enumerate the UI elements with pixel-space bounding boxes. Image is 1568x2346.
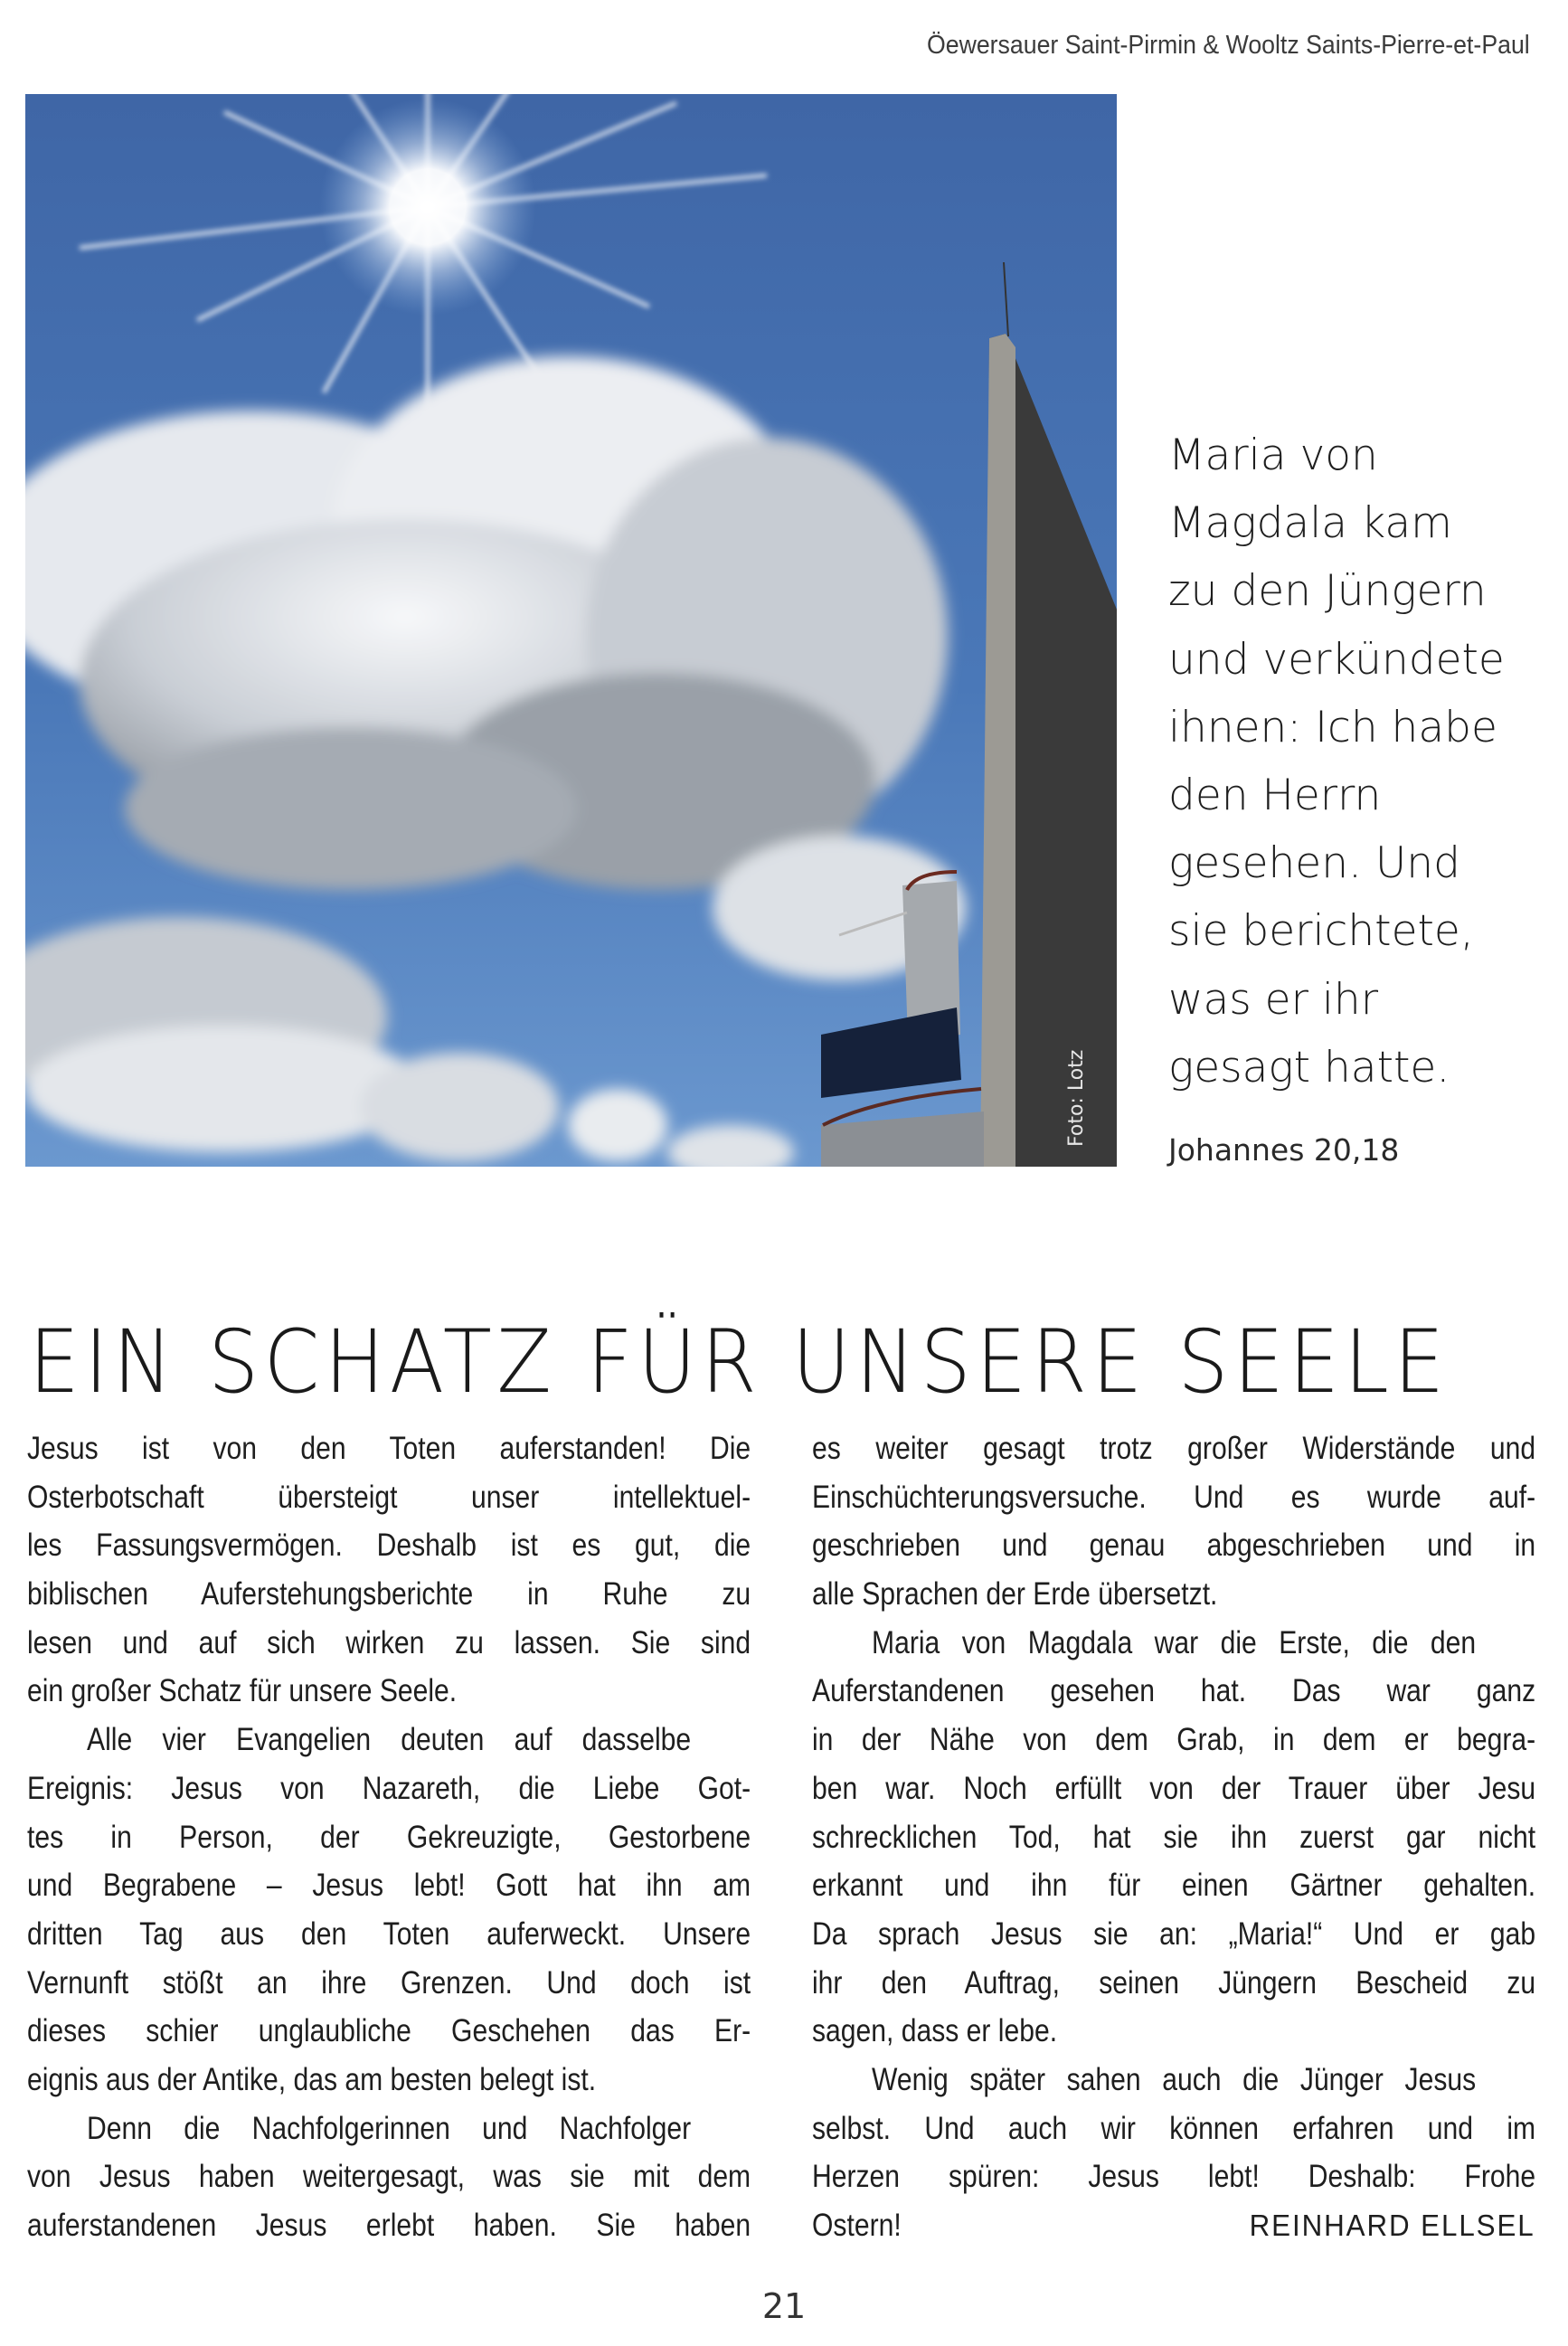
body-text: Herzen spüren: Jesus lebt! Deshalb: Frohe [812, 2159, 1536, 2195]
body-text-line [812, 1521, 1535, 1570]
body-text: tes in Person, der Gekreuzigte, Gestorbene [27, 1819, 751, 1855]
body-text-line [27, 1619, 751, 1668]
body-text-line [812, 1716, 1535, 1764]
body-text-line [812, 1619, 1535, 1668]
body-text: dieses schier unglaubliche Geschehen das Er- [27, 2013, 751, 2049]
body-text-line [812, 2105, 1535, 2153]
photo-credit: Foto: Lotz [1065, 1049, 1088, 1147]
body-text-line [27, 2007, 751, 2056]
quote-line: sie berichtete, [1168, 906, 1474, 957]
body-text-line [27, 1667, 751, 1716]
body-text: Ereignis: Jesus von Nazareth, die Liebe Got- [27, 1770, 751, 1806]
body-text-line [27, 1910, 751, 1959]
article-column-left [27, 1424, 751, 2250]
body-text: und Begrabene – Jesus lebt! Gott hat ihn am [27, 1868, 751, 1904]
body-text-line [27, 1861, 751, 1910]
body-text: sagen, dass er lebe. [812, 2013, 1058, 2049]
body-text-line [27, 1424, 751, 1473]
body-text-line [812, 1473, 1535, 1522]
body-text: les Fassungsvermögen. Deshalb ist es gut, die [27, 1528, 751, 1564]
sun-sky-tower-image [25, 94, 1117, 1167]
body-text: Jesus ist von den Toten auferstanden! Die [27, 1431, 751, 1466]
author-name: REINHARD ELLSEL [1250, 2209, 1535, 2242]
body-text: alle Sprachen der Erde übersetzt. [812, 1576, 1218, 1613]
body-text: dritten Tag aus den Toten auferweckt. Unsere [27, 1916, 751, 1952]
body-text-line [812, 1424, 1535, 1473]
body-text-line [27, 1716, 751, 1764]
body-text-line [27, 2152, 751, 2201]
body-text-line [27, 1764, 751, 1813]
running-header: Öewersauer Saint-Pirmin & Wooltz Saints-Pierre-et-Paul [927, 31, 1530, 60]
body-text: Maria von Magdala war die Erste, die den [872, 1624, 1477, 1660]
body-text: Wenig später sahen auch die Jünger Jesus [872, 2061, 1477, 2097]
quote-line: gesagt hatte. [1168, 1042, 1450, 1093]
body-text-line [812, 1959, 1535, 2008]
body-text-line [27, 1521, 751, 1570]
body-text-line [27, 1570, 751, 1619]
body-text: biblischen Auferstehungsberichte in Ruhe zu [27, 1576, 751, 1613]
page-number: 21 [761, 2286, 807, 2326]
quote-line: ihnen: Ich habe [1168, 702, 1497, 752]
body-text-line [812, 2007, 1535, 2056]
body-text-line [27, 2201, 751, 2250]
sun [319, 99, 536, 316]
body-text: erkannt und ihn für einen Gärtner gehalten. [812, 1868, 1536, 1904]
closing-row [812, 2201, 1535, 2250]
body-text: ben war. Noch erfüllt von der Trauer über Jesu [812, 1770, 1536, 1806]
body-text: ein großer Schatz für unsere Seele. [27, 1673, 458, 1709]
body-text-line [812, 2056, 1535, 2105]
bible-quote [1168, 421, 1548, 1102]
body-text-line [27, 2056, 751, 2105]
body-text-line [812, 2152, 1535, 2201]
quote-line: zu den Jüngern [1168, 566, 1487, 617]
body-text: Osterbotschaft übersteigt unser intellektuel- [27, 1479, 751, 1515]
body-text-line [812, 1861, 1535, 1910]
quote-line: gesehen. Und [1168, 838, 1460, 889]
quote-line: was er ihr [1168, 974, 1379, 1025]
quote-line: Maria von [1168, 430, 1378, 480]
body-text-line [27, 1959, 751, 2008]
body-text: von Jesus haben weitergesagt, was sie mit dem [27, 2159, 751, 2195]
body-text-line [812, 1813, 1535, 1862]
body-text: Da sprach Jesus sie an: „Maria!“ Und er gab [812, 1916, 1536, 1952]
body-text: in der Nähe von dem Grab, in dem er begra- [812, 1722, 1536, 1758]
body-text-line [27, 1813, 751, 1862]
body-text: selbst. Und auch wir können erfahren und im [812, 2110, 1536, 2146]
body-text-line [812, 1570, 1535, 1619]
body-text-line [812, 1667, 1535, 1716]
body-text: geschrieben und genau abgeschrieben und in [812, 1528, 1536, 1564]
cover-photo [25, 94, 1117, 1167]
article-column-right [812, 1424, 1535, 2250]
article-title: EIN SCHATZ FÜR UNSERE SEELE [29, 1311, 1450, 1414]
body-text: es weiter gesagt trotz großer Widerstände und [812, 1431, 1536, 1466]
quote-line: den Herrn [1168, 771, 1382, 821]
body-text: schrecklichen Tod, hat sie ihn zuerst gar nicht [812, 1819, 1536, 1855]
quote-line: und verkündete [1168, 634, 1505, 685]
quote-line: Magdala kam [1168, 498, 1452, 549]
body-text-line [812, 1910, 1535, 1959]
body-text: Vernunft stößt an ihre Grenzen. Und doch ist [27, 1964, 751, 2001]
body-text: ihr den Auftrag, seinen Jüngern Bescheid zu [812, 1964, 1536, 2001]
closing-text: Ostern! [812, 2208, 902, 2243]
body-text: Alle vier Evangelien deuten auf dasselbe [87, 1722, 692, 1758]
body-text: lesen und auf sich wirken zu lassen. Sie sind [27, 1624, 751, 1660]
body-text: Denn die Nachfolgerinnen und Nachfolger [87, 2110, 692, 2146]
body-text: eignis aus der Antike, das am besten belegt ist. [27, 2061, 597, 2097]
quote-reference: Johannes 20,18 [1168, 1132, 1400, 1168]
body-text-line [27, 2105, 751, 2153]
body-text-line [27, 1473, 751, 1522]
body-text-line [812, 1764, 1535, 1813]
body-text: Auferstandenen gesehen hat. Das war ganz [812, 1673, 1536, 1709]
body-text: Einschüchterungsversuche. Und es wurde auf- [812, 1479, 1536, 1515]
body-text: auferstandenen Jesus erlebt haben. Sie haben [27, 2208, 751, 2243]
